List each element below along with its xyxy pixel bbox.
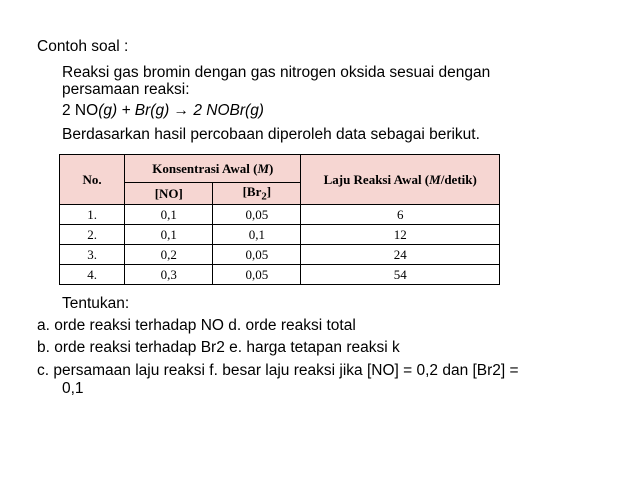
cell-br2: 0,05 bbox=[213, 245, 301, 265]
table-row bbox=[60, 245, 500, 265]
data-intro-sentence: Berdasarkan hasil percobaan diperoleh data sebagai berikut. bbox=[62, 126, 480, 143]
question-a-d: a. orde reaksi terhadap NO d. orde reaksi total bbox=[37, 317, 356, 334]
cell-laju: 24 bbox=[301, 245, 500, 265]
equation-reactant: 2 NO bbox=[62, 102, 99, 119]
header-laju: Laju Reaksi Awal (M/detik) bbox=[301, 155, 500, 205]
cell-br2: 0,05 bbox=[213, 265, 301, 285]
intro-paragraph-line2: persamaan reaksi: bbox=[62, 81, 190, 98]
equation-rest: (g) + Br(g) → 2 NOBr(g) bbox=[98, 102, 264, 119]
cell-no-conc: 0,2 bbox=[125, 245, 213, 265]
header-no-concentration: [NO] bbox=[125, 183, 213, 205]
cell-no: 4. bbox=[60, 265, 125, 285]
header-br2 bbox=[213, 183, 301, 205]
cell-br2: 0,05 bbox=[213, 205, 301, 225]
header-konsentrasi-label: Konsentrasi Awal (M) bbox=[152, 160, 274, 176]
header-br2-open: [Br bbox=[242, 184, 262, 200]
header-no: No. bbox=[60, 155, 125, 205]
reaction-equation bbox=[62, 102, 264, 120]
table-row bbox=[60, 265, 500, 285]
table-row bbox=[60, 205, 500, 225]
cell-laju: 54 bbox=[301, 265, 500, 285]
tentukan-label: Tentukan: bbox=[62, 295, 130, 312]
cell-laju: 12 bbox=[301, 225, 500, 245]
table-row bbox=[60, 225, 500, 245]
question-b-e: b. orde reaksi terhadap Br2 e. harga tetapan reaksi k bbox=[37, 339, 400, 356]
question-c-f-line2: 0,1 bbox=[62, 380, 84, 397]
data-table bbox=[59, 154, 500, 285]
header-br2-close: ] bbox=[266, 184, 272, 200]
cell-no: 2. bbox=[60, 225, 125, 245]
heading-contoh-soal: Contoh soal : bbox=[37, 38, 129, 55]
question-c-f-line1: c. persamaan laju reaksi f. besar laju reaksi jika [NO] = 0,2 dan [Br2] = bbox=[37, 362, 519, 379]
cell-no-conc: 0,1 bbox=[125, 225, 213, 245]
intro-paragraph-line1: Reaksi gas bromin dengan gas nitrogen oksida sesuai dengan bbox=[62, 64, 491, 81]
cell-no-conc: 0,3 bbox=[125, 265, 213, 285]
cell-no: 1. bbox=[60, 205, 125, 225]
cell-laju: 6 bbox=[301, 205, 500, 225]
header-konsentrasi bbox=[125, 155, 301, 183]
cell-br2: 0,1 bbox=[213, 225, 301, 245]
header-br2-subscript: 2 bbox=[261, 190, 267, 203]
cell-no: 3. bbox=[60, 245, 125, 265]
cell-no-conc: 0,1 bbox=[125, 205, 213, 225]
